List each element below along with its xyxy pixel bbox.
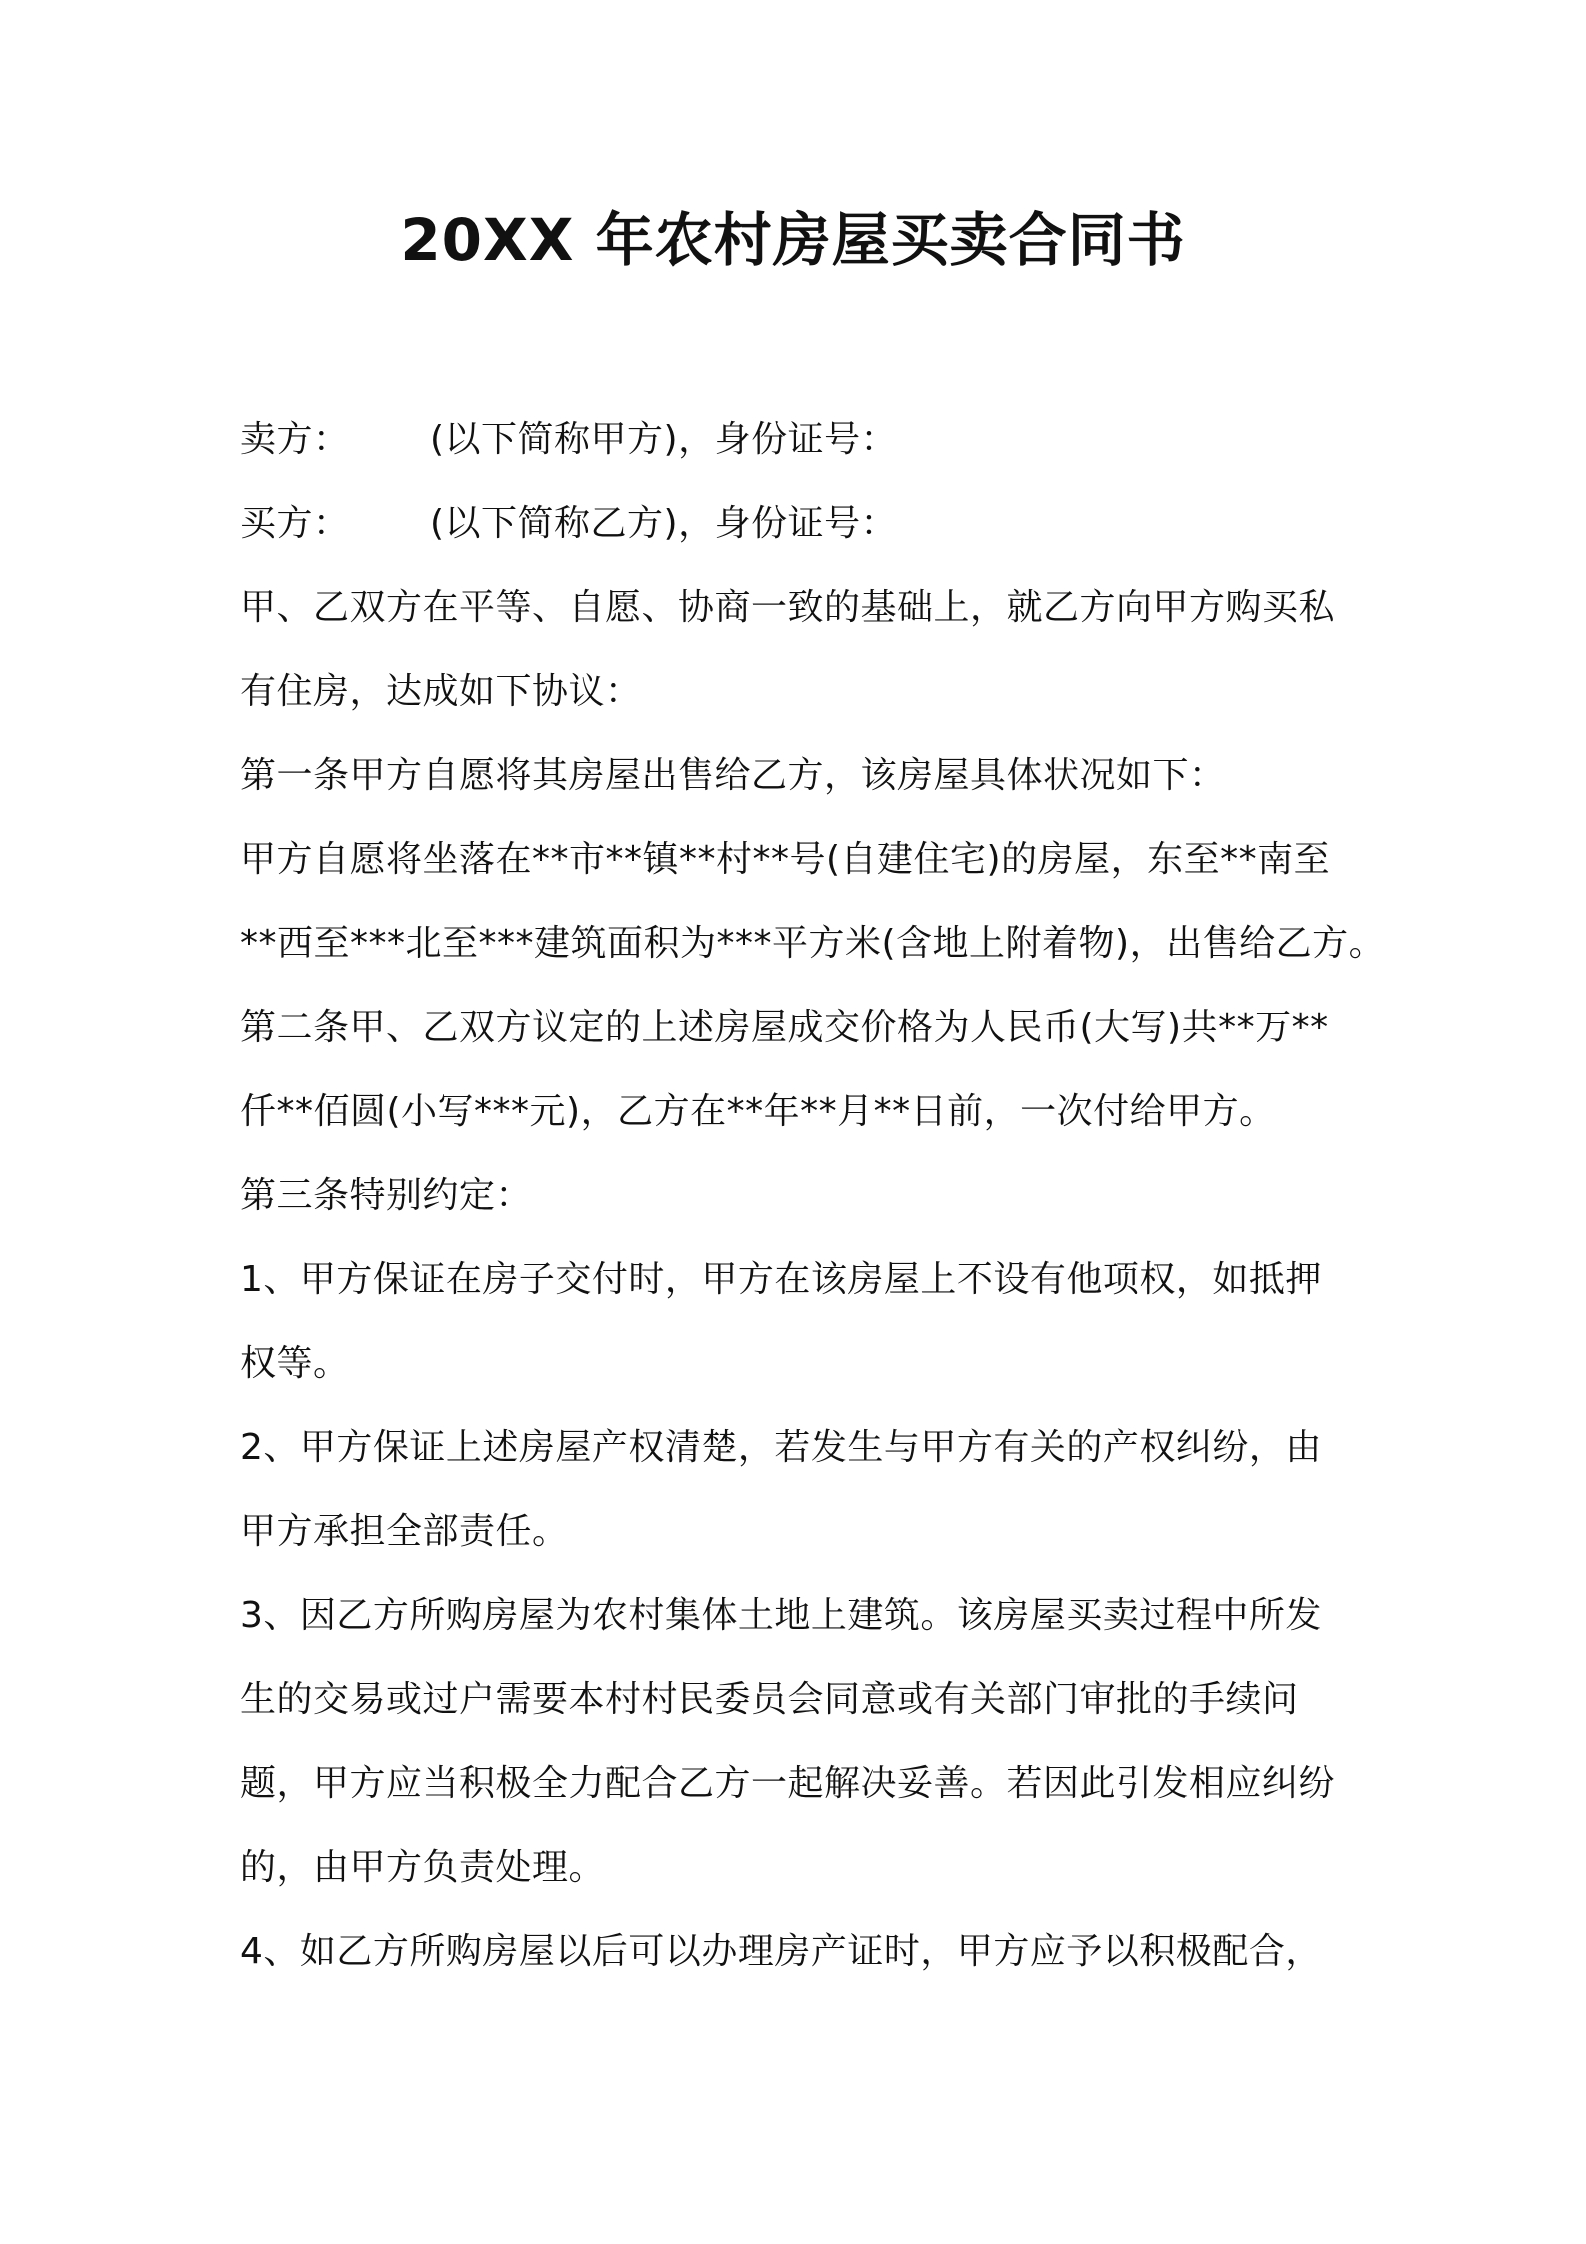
text-line: 第二条甲、乙双方议定的上述房屋成交价格为人民币(大写)共**万**: [240, 1007, 1329, 1048]
seller-rest: (以下简称甲方)，身份证号：: [430, 419, 898, 460]
text-line: 权等。: [240, 1343, 350, 1384]
text-line: 第三条特别约定：: [240, 1175, 533, 1216]
text-line: **西至***北至***建筑面积为***平方米(含地上附着物)，出售给乙方。: [240, 923, 1386, 964]
text-line: 的，由甲方负责处理。: [240, 1847, 606, 1888]
buyer-line: [240, 482, 1380, 566]
text-line: 3、因乙方所购房屋为农村集体土地上建筑。该房屋买卖过程中所发: [240, 1595, 1322, 1636]
text-line: 甲方承担全部责任。: [240, 1511, 569, 1552]
text-line: 生的交易或过户需要本村村民委员会同意或有关部门审批的手续问: [240, 1679, 1299, 1720]
text-line: 2、甲方保证上述房屋产权清楚，若发生与甲方有关的产权纠纷，由: [240, 1427, 1322, 1468]
seller-label: 卖方：: [240, 419, 350, 460]
text-line: 题，甲方应当积极全力配合乙方一起解决妥善。若因此引发相应纠纷: [240, 1763, 1336, 1804]
seller-line: [240, 398, 1380, 482]
buyer-rest: (以下简称乙方)，身份证号：: [430, 503, 898, 544]
buyer-label: 买方：: [240, 503, 350, 544]
text-line: 甲方自愿将坐落在**市**镇**村**号(自建住宅)的房屋，东至**南至: [240, 839, 1331, 880]
text-line: 甲、乙双方在平等、自愿、协商一致的基础上，就乙方向甲方购买私: [240, 587, 1336, 628]
document-title: 20XX 年农村房屋买卖合同书: [400, 206, 1186, 274]
document-body: [240, 398, 1386, 1994]
text-line: 4、如乙方所购房屋以后可以办理房产证时，甲方应予以积极配合，: [240, 1931, 1322, 1972]
text-line: 仟**佰圆(小写***元)，乙方在**年**月**日前，一次付给甲方。: [240, 1091, 1276, 1132]
text-line: 第一条甲方自愿将其房屋出售给乙方，该房屋具体状况如下：: [240, 755, 1226, 796]
text-line: 有住房，达成如下协议：: [240, 671, 642, 712]
text-line: 1、甲方保证在房子交付时，甲方在该房屋上不设有他项权，如抵押: [240, 1259, 1322, 1300]
